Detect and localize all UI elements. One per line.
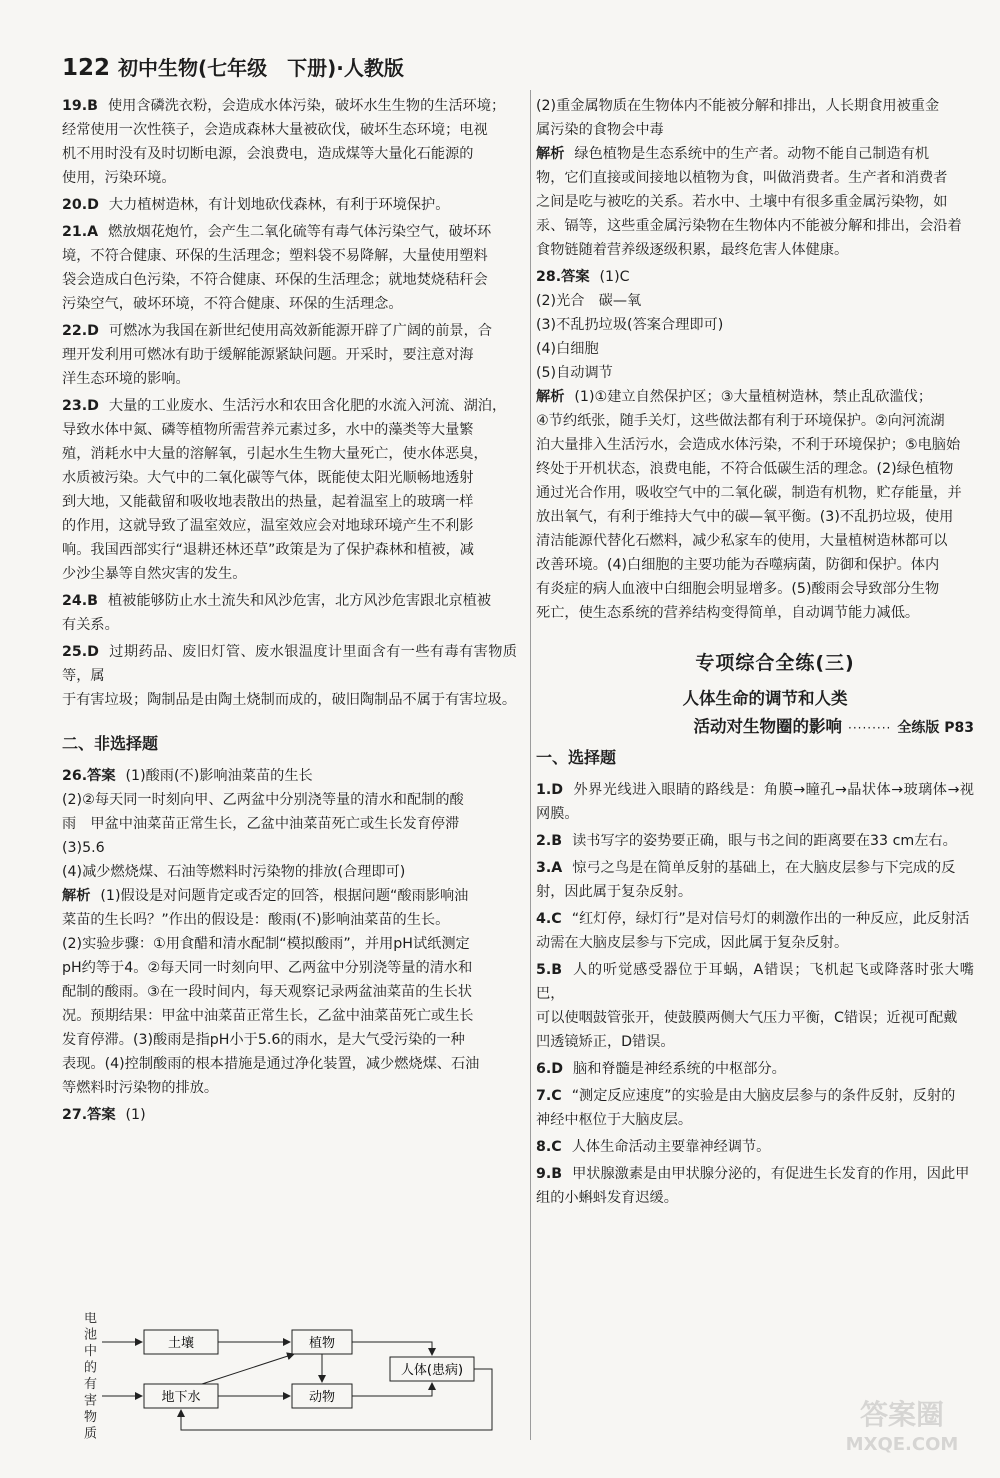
dot-leader: ········· [848,721,892,735]
analysis-line: 清洁能源代替化石燃料，减少私家车的使用，大量植树造林都可以 [536,533,948,549]
answer-number: 1.D [536,782,564,798]
answer-text: 燃放烟花炮竹，会产生二氧化硫等有毒气体污染空气，破坏环 [108,224,492,240]
animals-label: 动物 [308,1390,336,1405]
answer-text: 读书写字的姿势要正确，眼与书之间的距离要在33 cm左右。 [572,833,957,849]
answer-text: 导致水体中氮、磷等植物所需营养元素过多，水中的藻类等大量繁 [62,422,474,438]
special-practice-title: 专项综合全练(三) [695,652,855,674]
answer-26-line: (4)减少燃烧煤、石油等燃料时污染物的排放(合理即可) [62,864,406,880]
answer-text: 机不用时没有及时切断电源，会浪费电，造成煤等大量化石能源的 [62,146,474,162]
answer-number: 2.B [536,833,563,849]
column-divider [530,90,531,1440]
answer-item [536,856,974,904]
answer-number: 8.C [536,1139,562,1155]
answer-text: 使用含磷洗衣粉，会造成水体污染，破坏水生生物的生活环境； [107,98,506,114]
topic-title-text: 活动对生物圈的影响 [693,717,843,736]
analysis-line: 改善环境。(4)白细胞的主要功能为吞噬病菌，防御和保护。体内 [536,557,940,573]
arrow-human-groundwater [181,1369,492,1430]
human-label: 人体(患病) [400,1363,464,1378]
topic-title-line-2 [536,713,974,742]
answer-28-line: (3)不乱扔垃圾(答案合理即可) [536,317,724,333]
answer-28-line: (5)自动调节 [536,365,613,381]
answer-text: 有关系。 [62,617,119,633]
analysis-line: 终处于开机状态，浪费电能，不符合低碳生活的理念。(2)绿色植物 [536,461,954,477]
answer-number: 19.B [62,98,98,114]
answer-item [62,589,517,637]
answer-item [536,1135,974,1159]
page-reference: 全练版 P83 [897,720,974,736]
answer-26-line: 雨 甲盆中油菜苗正常生长，乙盆中油菜苗死亡或生长发育停滞 [62,816,460,832]
answer-number: 25.D [62,644,99,660]
answer-item [536,829,974,853]
answer-text: 甲状腺激素是由甲状腺分泌的，有促进生长发育的作用，因此甲 [572,1166,970,1182]
analysis-label: 解析 [62,888,91,904]
soil-label: 土壤 [167,1336,195,1351]
analysis-line: 发育停滞。(3)酸雨是指pH小于5.6的雨水，是大气受污染的一种 [62,1032,465,1048]
answer-item [62,319,517,391]
answer-text: 响。我国西部实行“退耕还林还草”政策是为了保护森林和植被，减 [62,542,474,558]
answer-27-line: (2)重金属物质在生物体内不能被分解和排出，人长期食用被重金 [536,98,940,114]
answer-number: 23.D [62,398,99,414]
analysis-line: 食物链随着营养级逐级积累，最终危害人体健康。 [536,242,849,258]
analysis-line: (2)实验步骤：①用食醋和清水配制“模拟酸雨”，并用pH试纸测定 [62,936,470,952]
answer-text: 少沙尘暴等自然灾害的发生。 [62,566,247,582]
answer-item [62,193,517,217]
answer-item [536,778,974,826]
answer-item [536,1162,974,1210]
watermark-domain: MXQE.COM [845,1434,959,1455]
analysis-line: 况。预期结果：甲盆中油菜苗正常生长，乙盆中油菜苗死亡或生长 [62,1008,474,1024]
answer-text: 组的小蝌蚪发育迟缓。 [536,1190,678,1206]
analysis-label: 解析 [536,146,565,162]
answer-text: 使用，污染环境。 [62,170,176,186]
answer-number: 24.B [62,593,98,609]
answer-text: 惊弓之鸟是在简单反射的基础上，在大脑皮层参与下完成的反 [572,860,956,876]
arrow-animals-human [352,1383,432,1396]
answer-text: 洋生态环境的影响。 [62,371,190,387]
answer-item [62,394,517,586]
analysis-line: 死亡，使生态系统的营养结构变得简单，自动调节能力减低。 [536,605,920,621]
pollution-flow-diagram [62,1312,517,1462]
right-column [536,94,974,1213]
analysis-label: 解析 [536,389,565,405]
answer-item [536,1084,974,1132]
answer-text: 可燃冰为我国在新世纪使用高效新能源开辟了广阔的前景，合 [108,323,492,339]
topic-title-line-1: 人体生命的调节和人类 [682,689,848,708]
watermark-text: 答案圈 [859,1398,945,1431]
answer-28 [536,265,974,625]
answer-27-number: 27.答案 [62,1107,116,1123]
watermark-logo [832,1390,972,1460]
answer-number: 5.B [536,962,563,978]
answer-28-line: (2)光合 碳—氧 [536,293,642,309]
answer-text: “测定反应速度”的实验是由大脑皮层参与的条件反射，反射的 [571,1088,956,1104]
answer-number: 9.B [536,1166,563,1182]
answer-text: 脑和脊髓是神经系统的中枢部分。 [573,1061,786,1077]
answer-text: 污染空气，破坏环境，不符合健康、环保的生活理念。 [62,296,403,312]
analysis-line: 通过光合作用，吸收空气中的二氧化碳，制造有机物，贮存能量，并 [536,485,962,501]
book-title: 初中生物(七年级 下册)·人教版 [118,56,404,80]
answer-text: 理开发利用可燃冰有助于缓解能源紧缺问题。开采时，要注意对海 [62,347,474,363]
answer-text: 殖，消耗水中大量的溶解氧，引起水生生物大量死亡，使水体恶臭， [62,446,488,462]
answer-item [62,640,517,712]
answer-number: 4.C [536,911,562,927]
answer-28-line: (4)白细胞 [536,341,599,357]
answer-text: 动需在大脑皮层参与下完成，因此属于复杂反射。 [536,935,849,951]
analysis-line: pH约等于4。②每天同一时刻向甲、乙两盆中分别浇等量的清水和 [62,960,473,976]
answer-27 [62,1103,517,1127]
answer-text: “红灯停，绿灯行”是对信号灯的刺激作出的一种反应，此反射活 [571,911,970,927]
analysis-line: 有炎症的病人血液中白细胞会明显增多。(5)酸雨会导致部分生物 [536,581,940,597]
groundwater-label: 地下水 [161,1390,201,1405]
answer-text: 于有害垃圾；陶制品是由陶土烧制而成的，破旧陶制品不属于有害垃圾。 [62,692,517,708]
answer-text: 水质被污染。大气中的二氧化碳等气体，既能使太阳光顺畅地透射 [62,470,474,486]
answer-text: 外界光线进入眼睛的路线是：角膜→瞳孔→晶状体→玻璃体→视网膜。 [536,782,974,822]
section-non-choice-title: 二、非选择题 [62,734,159,753]
answer-text: 大量的工业废水、生活污水和农田含化肥的水流入河流、湖泊， [108,398,507,414]
analysis-line: 之间是吃与被吃的关系。若水中、土壤中有很多重金属污染物，如 [536,194,948,210]
analysis-line: 汞、镉等，这些重金属污染物在生物体内不能被分解和排出，会沿着 [536,218,962,234]
answer-28-line: (1)C [599,269,630,285]
answer-27-line: 属污染的食物会中毒 [536,122,664,138]
answer-text: 神经中枢位于大脑皮层。 [536,1112,693,1128]
answer-item [62,94,517,190]
section-choice-title: 一、选择题 [536,748,617,767]
analysis-line: (1)假设是对问题肯定或否定的回答，根据问题“酸雨影响油 [100,888,469,904]
analysis-line: 表现。(4)控制酸雨的根本措施是通过净化装置，减少燃烧煤、石油 [62,1056,480,1072]
answer-27-continued [536,94,974,262]
analysis-line: ④节约纸张，随手关灯，这些做法都有利于环境保护。②向河流湖 [536,413,945,429]
arrow-plants-human [352,1342,432,1355]
answer-text: 到大地，又能截留和吸收地表散出的热量，起着温室上的玻璃一样 [62,494,474,510]
answer-text: 植被能够防止水土流失和风沙危害，北方风沙危害跟北京植被 [107,593,492,609]
diagram-side-label: 电池中的有害物质 [84,1312,98,1442]
answer-text: 人体生命活动主要靠神经调节。 [571,1139,771,1155]
answer-item [536,958,974,1054]
answer-26 [62,764,517,1100]
answer-26-line: (3)5.6 [62,840,105,856]
page-number: 122 [62,55,111,81]
plants-label: 植物 [308,1336,336,1351]
answer-26-number: 26.答案 [62,768,116,784]
analysis-line: (1)①建立自然保护区；③大量植树造林，禁止乱砍滥伐； [574,389,933,405]
answer-text: 过期药品、废旧灯管、废水银温度计里面含有一些有毒有害物质等，属 [62,644,517,684]
page-header [62,52,404,88]
answer-text: 的作用，这就导致了温室效应，温室效应会对地球环境产生不利影 [62,518,474,534]
answer-number: 20.D [62,197,99,213]
answer-item [62,220,517,316]
answer-item [536,1057,974,1081]
answer-text: 境，不符合健康、环保的生活理念；塑料袋不易降解，大量使用塑料 [62,248,488,264]
answer-28-number: 28.答案 [536,269,590,285]
answer-item [536,907,974,955]
left-answer-list [62,94,517,712]
answer-text: 袋会造成白色污染，不符合健康、环保的生活理念；就地焚烧秸秆会 [62,272,488,288]
analysis-line: 物，它们直接或间接地以植物为食，叫做消费者。生产者和消费者 [536,170,948,186]
answer-number: 3.A [536,860,563,876]
answer-text: 人的听觉感受器位于耳蜗，A错误；飞机起飞或降落时张大嘴巴， [536,962,974,1002]
analysis-line: 等燃料时污染物的排放。 [62,1080,219,1096]
answer-number: 6.D [536,1061,564,1077]
left-column [62,94,517,1130]
answer-text: 可以使咽鼓管张开，使鼓膜两侧大气压力平衡，C错误；近视可配戴 [536,1010,958,1026]
right-answer-list [536,778,974,1210]
analysis-line: 菜苗的生长吗？”作出的假设是：酸雨(不)影响油菜苗的生长。 [62,912,450,928]
answer-26-line: (2)②每天同一时刻向甲、乙两盆中分别浇等量的清水和配制的酸 [62,792,464,808]
answer-text: 大力植树造林，有计划地砍伐森林，有利于环境保护。 [108,197,450,213]
answer-number: 21.A [62,224,99,240]
answer-number: 7.C [536,1088,562,1104]
analysis-line: 绿色植物是生态系统中的生产者。动物不能自己制造有机 [574,146,930,162]
answer-number: 22.D [62,323,99,339]
answer-27-part: (1) [125,1107,146,1123]
answer-text: 射，因此属于复杂反射。 [536,884,693,900]
answer-26-line: (1)酸雨(不)影响油菜苗的生长 [125,768,313,784]
analysis-line: 配制的酸雨。③在一段时间内，每天观察记录两盆油菜苗的生长状 [62,984,472,1000]
answer-text: 经常使用一次性筷子，会造成森林大量被砍伐，破坏生态环境；电视 [62,122,488,138]
analysis-line: 放出氧气，有利于维持大气中的碳—氧平衡。(3)不乱扔垃圾，使用 [536,509,954,525]
analysis-line: 泊大量排入生活污水，会造成水体污染，不利于环境保护；⑤电脑始 [536,437,961,453]
answer-text: 凹透镜矫正，D错误。 [536,1034,675,1050]
arrow-groundwater-plants [202,1354,294,1384]
